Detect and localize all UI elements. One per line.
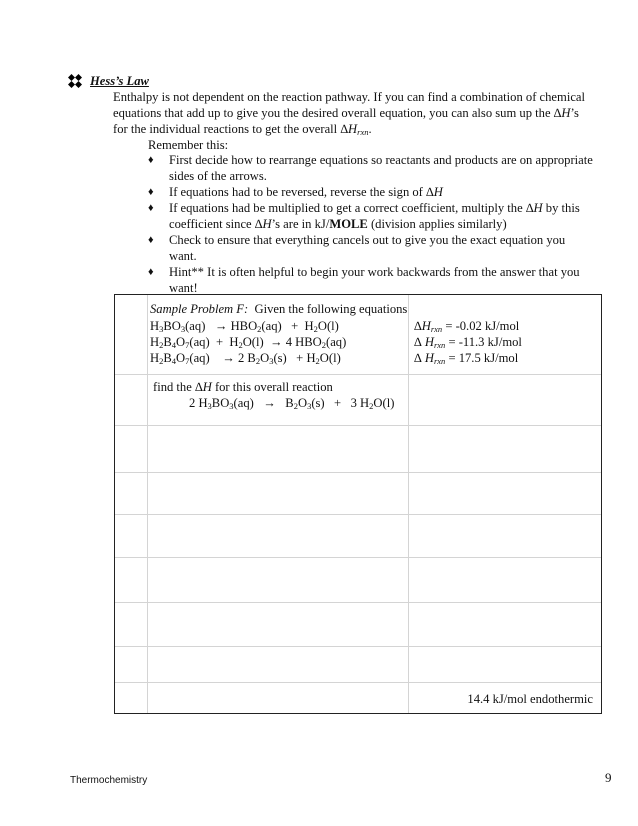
bullet-text: If equations had to be reversed, reverse the sign of ∆H: [169, 185, 443, 199]
grid-line: [147, 295, 148, 713]
diamond-bullet-icon: ♦: [148, 266, 154, 278]
bullet-text: sides of the arrows.: [169, 169, 267, 183]
grid-line: [408, 295, 409, 713]
answer-text: 14.4 kJ/mol endothermic: [467, 692, 593, 706]
grid-line: [115, 472, 601, 473]
equation-1: $H_3BO_3(aq) \to HBO_2(aq) + H_2O(l)$: [150, 319, 339, 334]
four-diamond-bullet-icon: [68, 74, 82, 88]
bullet-text: want.: [169, 249, 197, 263]
bullet-text: Hint** It is often helpful to begin your work backwards from the answer that you: [169, 265, 580, 279]
bullet-text: want!: [169, 281, 198, 295]
grid-line: [115, 425, 601, 426]
paragraph-line-3: for the individual reactions to get the overall $\Delta H_{rxn}$.: [113, 122, 372, 137]
bullet-text: Check to ensure that everything cancels out to give you the exact equation you: [169, 233, 566, 247]
sample-intro: Given the following equations: [254, 302, 408, 316]
bullet-text: coefficient since ∆H’s are in kJ/MOLE (division applies similarly): [169, 217, 507, 231]
grid-line: [115, 602, 601, 603]
equation-3: $H_2B_4O_7(aq)$ → 2 $B_2O_3(s) + H_2O(l)$: [150, 351, 341, 366]
grid-line: [115, 374, 601, 375]
diamond-bullet-icon: ♦: [148, 186, 154, 198]
diamond-bullet-icon: ♦: [148, 202, 154, 214]
list-item: [148, 232, 598, 264]
section-heading: [68, 73, 149, 89]
section-title: Hess’s Law: [90, 74, 149, 88]
rules-list: [148, 152, 598, 296]
sample-problem-box: [114, 294, 602, 714]
sample-label: Sample Problem F:: [150, 302, 249, 316]
grid-line: [115, 646, 601, 647]
overall-equation: 2 $H_3BO_3(aq) \to B_2O_3(s) + 3$ $H_2O(l)$: [189, 396, 395, 411]
delta-h-2: ∆ $H_{rxn} = -11.3$ kJ/mol: [414, 335, 522, 350]
bullet-text: If equations had be multiplied to get a correct coefficient, multiply the ∆H by this: [169, 201, 580, 215]
equation-2: $H_2B_4O_7(aq) + H_2O(l) \to 4$ $HBO_2(aq)$: [150, 335, 347, 350]
remember-label: Remember this:: [148, 138, 229, 152]
sample-problem-title: [150, 301, 407, 317]
bullet-text: First decide how to rearrange equations so reactants and products are on appropriate: [169, 153, 593, 167]
delta-h-3: ∆ $H_{rxn} = 17.5$ kJ/mol: [414, 351, 519, 366]
diamond-bullet-icon: ♦: [148, 154, 154, 166]
delta-h-1: $\Delta H_{rxn} = -0.02$ kJ/mol: [414, 319, 520, 334]
grid-line: [115, 514, 601, 515]
grid-line: [115, 557, 601, 558]
list-item: [148, 184, 598, 200]
paragraph-line-2: equations that add up to give you the desired overall equation, you can also sum up the ∆H’s: [113, 106, 579, 120]
diamond-bullet-icon: ♦: [148, 234, 154, 246]
page-number: 9: [605, 770, 612, 785]
find-prompt: find the ∆H for this overall reaction: [153, 380, 333, 394]
list-item: [148, 264, 598, 296]
intro-paragraph: [113, 89, 603, 137]
footer-title: Thermochemistry: [70, 775, 148, 786]
grid-line: [115, 682, 601, 683]
list-item: [148, 200, 598, 232]
paragraph-line-1: Enthalpy is not dependent on the reaction pathway. If you can find a combination of chemical: [113, 90, 585, 104]
list-item: [148, 152, 598, 184]
